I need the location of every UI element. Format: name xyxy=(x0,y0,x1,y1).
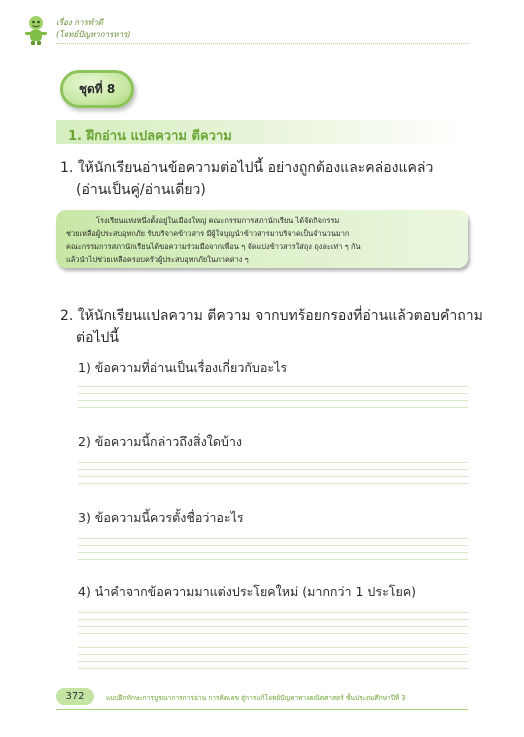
sub-question-3: 3) ข้อความนี้ควรตั้งชื่อว่าอะไร xyxy=(78,510,244,525)
answer-line xyxy=(78,469,468,470)
page-number: 372 xyxy=(65,691,85,702)
answer-line xyxy=(78,647,468,648)
header-topic: เรื่อง การทำดี xyxy=(56,18,103,27)
answer-line xyxy=(78,400,468,401)
section-title: 1. ฝึกอ่าน แปลความ ตีความ xyxy=(68,129,232,144)
answer-line xyxy=(78,633,468,634)
header-subtitle: (โจทย์ปัญหาการหาร) xyxy=(56,30,131,39)
answer-line xyxy=(78,462,468,463)
passage-line-2: ช่วยเหลือผู้ประสบอุทกภัย รับบริจาคข้าวสาร มีผู้ใจบุญนำข้าวสารมาบริจาคเป็นจำนวนมาก xyxy=(66,229,350,238)
answer-line xyxy=(78,476,468,477)
question-2-line-2: ต่อไปนี้ xyxy=(76,330,119,346)
passage-line-1: โรงเรียนแห่งหนึ่งตั้งอยู่ในเมืองใหญ่ คณะกรรมการสภานักเรียน ได้จัดกิจกรรม xyxy=(96,216,340,225)
footer-divider xyxy=(56,709,468,710)
footer-text: แบบฝึกทักษะการบูรณาการการอ่าน การคิดเลข สู่การแก้โจทย์ปัญหาทางคณิตศาสตร์ ชั้นประถมศึกษาปีที่ 3 xyxy=(106,694,406,702)
answer-line xyxy=(78,612,468,613)
answer-line xyxy=(78,552,468,553)
sub-question-1: 1) ข้อความที่อ่านเป็นเรื่องเกี่ยวกับอะไร xyxy=(78,360,288,375)
answer-line xyxy=(78,483,468,484)
cartoon-character-icon xyxy=(22,14,48,46)
answer-line xyxy=(78,661,468,662)
sub-question-4: 4) นำคำจากข้อความมาแต่งประโยคใหม่ (มากกว่า 1 ประโยค) xyxy=(78,584,417,599)
passage-line-3: คณะกรรมการสภานักเรียนได้ขอความร่วมมือจากเพื่อน ๆ จัดแบ่งข้าวสารใส่ถุง ถุงละเท่า ๆ กัน xyxy=(66,242,361,251)
answer-line xyxy=(78,619,468,620)
page-number-badge xyxy=(56,688,94,705)
set-label: ชุดที่ 8 xyxy=(78,81,116,96)
passage-line-4: แล้วนำไปช่วยเหลือครอบครัวผู้ประสบอุทกภัยในภาคต่าง ๆ xyxy=(66,255,249,264)
answer-line xyxy=(78,559,468,560)
set-badge xyxy=(60,70,134,108)
answer-line xyxy=(78,668,468,669)
answer-line xyxy=(78,545,468,546)
answer-line xyxy=(78,386,468,387)
question-2-line-1: 2. ให้นักเรียนแปลความ ตีความ จากบทร้อยกรองที่อ่านแล้วตอบคำถาม xyxy=(60,308,483,324)
question-1-line-1: 1. ให้นักเรียนอ่านข้อความต่อไปนี้ อย่างถูกต้องและคล่องแคล่ว xyxy=(60,160,434,176)
answer-line xyxy=(78,407,468,408)
answer-line xyxy=(78,538,468,539)
header-divider xyxy=(56,43,468,44)
sub-question-2: 2) ข้อความนี้กล่าวถึงสิ่งใดบ้าง xyxy=(78,434,242,449)
answer-line xyxy=(78,393,468,394)
question-1-line-2: (อ่านเป็นคู่/อ่านเดี่ยว) xyxy=(76,182,206,198)
answer-line xyxy=(78,626,468,627)
answer-line xyxy=(78,654,468,655)
passage-text xyxy=(66,214,462,266)
